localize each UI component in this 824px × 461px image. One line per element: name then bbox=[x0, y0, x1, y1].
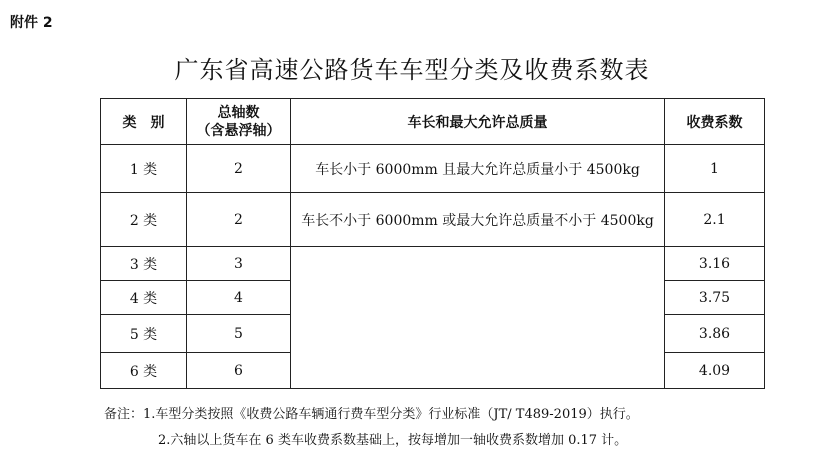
cell-category: 6 类 bbox=[101, 353, 187, 389]
table-row bbox=[101, 193, 765, 247]
cell-coefficient: 3.86 bbox=[665, 315, 765, 353]
cell-coefficient: 2.1 bbox=[665, 193, 765, 247]
table-row bbox=[101, 247, 765, 281]
table-header-row bbox=[101, 99, 765, 145]
cell-category: 4 类 bbox=[101, 281, 187, 315]
cell-axles: 5 bbox=[187, 315, 291, 353]
cell-coefficient: 3.75 bbox=[665, 281, 765, 315]
cell-category: 1 类 bbox=[101, 145, 187, 193]
cell-coefficient: 3.16 bbox=[665, 247, 765, 281]
header-category: 类 别 bbox=[101, 99, 187, 145]
cell-axles: 4 bbox=[187, 281, 291, 315]
cell-axles: 2 bbox=[187, 193, 291, 247]
cell-condition: 车长不小于 6000mm 或最大允许总质量不小于 4500kg bbox=[291, 193, 665, 247]
cell-category: 2 类 bbox=[101, 193, 187, 247]
header-axles bbox=[187, 99, 291, 145]
cell-axles: 3 bbox=[187, 247, 291, 281]
table-row bbox=[101, 145, 765, 193]
document-title: 广东省高速公路货车车型分类及收费系数表 bbox=[174, 56, 650, 84]
note-line-1: 备注：1.车型分类按照《收费公路车辆通行费车型分类》行业标准（JT/ T489-2019）执行。 bbox=[104, 407, 639, 422]
attachment-label: 附件 2 bbox=[10, 15, 53, 31]
header-coefficient: 收费系数 bbox=[665, 99, 765, 145]
cell-condition-merged bbox=[291, 247, 665, 389]
note-line-2: 2.六轴以上货车在 6 类车收费系数基础上，按每增加一轴收费系数增加 0.17 计。 bbox=[158, 433, 628, 448]
cell-condition: 车长小于 6000mm 且最大允许总质量小于 4500kg bbox=[291, 145, 665, 193]
notes bbox=[104, 402, 639, 454]
cell-axles: 2 bbox=[187, 145, 291, 193]
header-condition: 车长和最大允许总质量 bbox=[291, 99, 665, 145]
cell-category: 5 类 bbox=[101, 315, 187, 353]
cell-category: 3 类 bbox=[101, 247, 187, 281]
cell-coefficient: 1 bbox=[665, 145, 765, 193]
cell-axles: 6 bbox=[187, 353, 291, 389]
fee-coefficient-table bbox=[100, 98, 765, 389]
header-axles-line2: （含悬浮轴） bbox=[196, 122, 281, 139]
header-axles-line1: 总轴数 bbox=[217, 104, 260, 121]
cell-coefficient: 4.09 bbox=[665, 353, 765, 389]
